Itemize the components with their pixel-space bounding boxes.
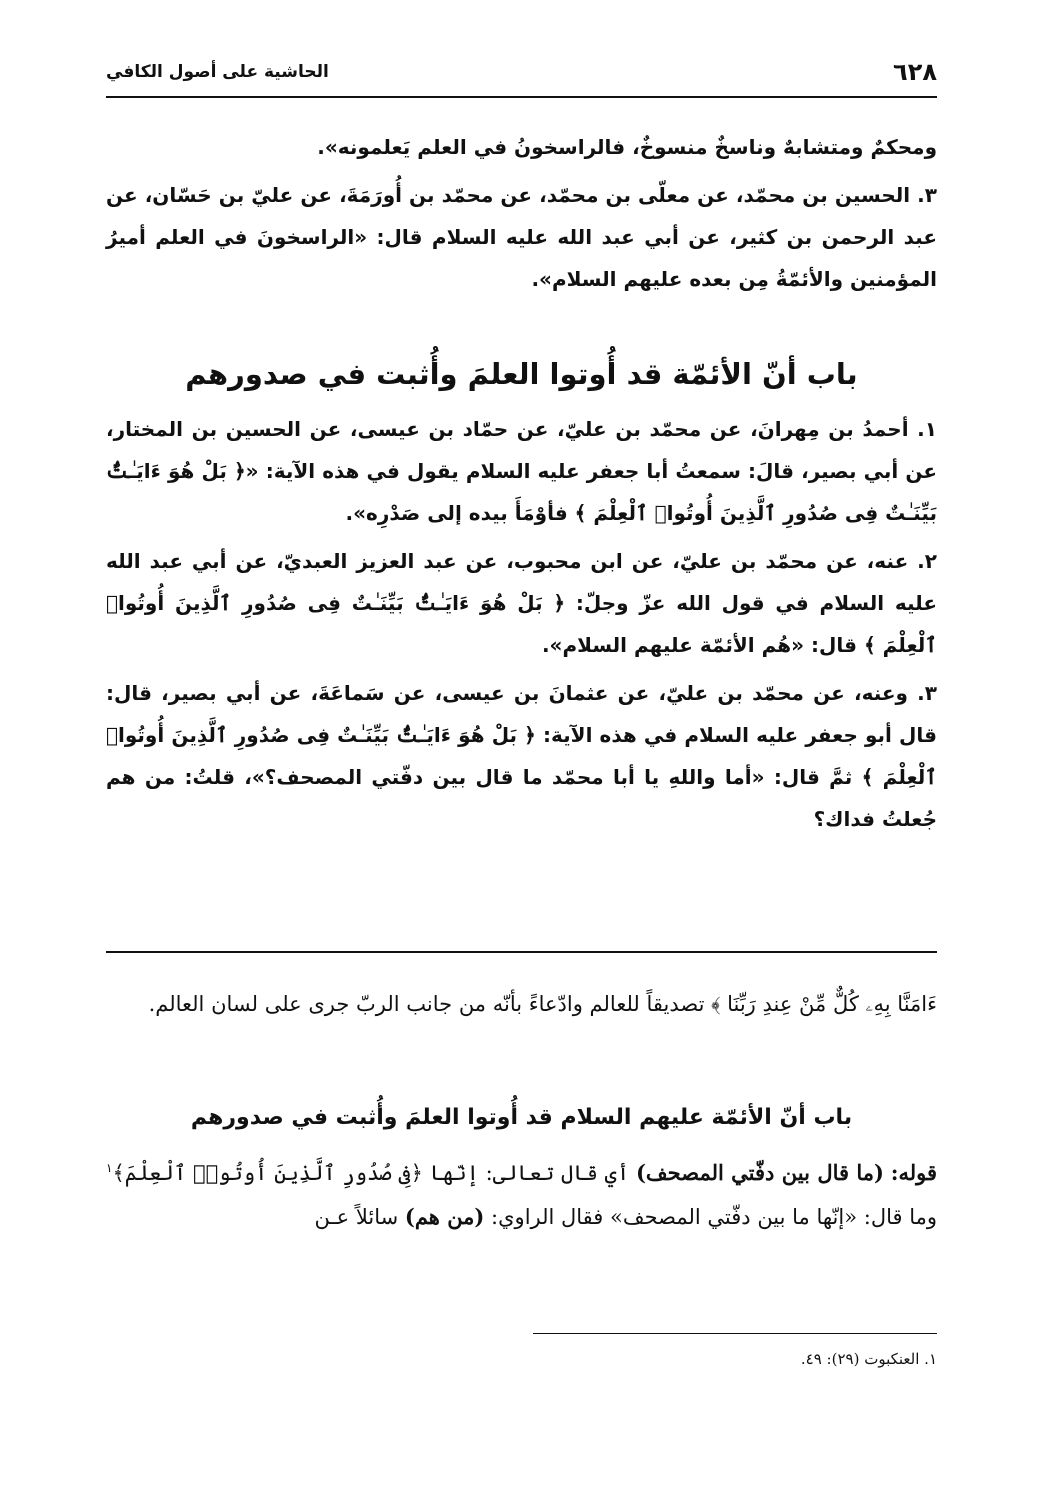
chapter-title: باب أنّ الأئمّة قد أُوتوا العلمَ وأُثبت في صدورهم <box>185 357 858 391</box>
quoted-phrase: (من هم) <box>404 1204 485 1229</box>
commentary-text: وما قال: «إنّها ما بين دفّتي المصحف» فقال الراوي: <box>484 1205 937 1229</box>
footnotes-rule <box>533 1333 937 1334</box>
page-number: ٦٢٨ <box>893 58 937 86</box>
commentary <box>106 982 937 1239</box>
footnote: ١. العنكبوت (٢٩): ٤٩. <box>800 1350 937 1368</box>
section-divider <box>106 951 937 953</box>
footnote-marker: ١ <box>106 1161 113 1175</box>
hadith: ٣. وعنه، عن محمّد بن عليّ، عن عثمانَ بن عيسى، عن سَماعَةَ، عن أبي بصير، قال: قال أبو جعفر عليه السلام في هذه الآية: ﴿ بَلْ هُوَ ءَايَـٰتٌۢ بَيِّنَـٰتٌ فِى صُدُورِ ٱلَّذِينَ أُوتُوا۟ ٱلْعِلْمَ ﴾ ثمَّ قال: «أما واللهِ يا أبا محمّد ما قال بين دفّتي المصحف؟»، قلتُ: من هم جُعلتُ فداك؟ <box>106 681 937 831</box>
header-rule <box>106 96 937 98</box>
commentary-text: سائلاً عـن <box>314 1205 405 1229</box>
commentary-continuation: ءَامَنَّا بِهِۦ كُلٌّ مِّنْ عِندِ رَبِّنَا ﴾ تصديقاً للعالم وادّعاءً بأنّه من جانب الربّ جرى على لسان العالم. <box>148 992 937 1016</box>
main-text <box>106 126 937 846</box>
book-title: الحاشية على أصول الكافي <box>106 62 329 82</box>
paragraph: ومحكمٌ ومتشابهٌ وناسخٌ منسوخٌ، فالراسخونُ في العلم يَعلمونه». <box>317 135 937 159</box>
hadith: ١. أحمدُ بن مِهرانَ، عن محمّد بن عليّ، عن حمّاد بن عيسى، عن الحسين بن المختار، عن أبي بصير، قالَ: سمعتُ أبا جعفر عليه السلام يقول في هذه الآية: «﴿ بَلْ هُوَ ءَايَـٰتٌۢ بَيِّنَـٰتٌ فِى صُدُورِ ٱلَّذِينَ أُوتُوا۟ ٱلْعِلْمَ ﴾ فأوْمَأَ بيده إلى صَدْرِه». <box>106 417 937 525</box>
hadith: ٢. عنه، عن محمّد بن عليّ، عن ابن محبوب، عن عبد العزيز العبديّ، عن أبي عبد الله عليه السلام في قول الله عزّ وجلّ: ﴿ بَلْ هُوَ ءَايَـٰتٌۢ بَيِّنَـٰتٌ فِى صُدُورِ ٱلَّذِينَ أُوتُوا۟ ٱلْعِلْمَ ﴾ قال: «هُم الأئمّة عليهم السلام». <box>106 549 937 657</box>
quoted-phrase: (ما قال بين دفّتي المصحف) <box>636 1160 884 1185</box>
qawluhu-label: قوله: <box>890 1160 937 1185</box>
commentary-title: باب أنّ الأئمّة عليهم السلام قد أُوتوا العلمَ وأُثبت في صدورهم <box>190 1105 853 1130</box>
commentary-text: أي قال تعالى: إنّها ﴿فِى صُدُورِ ٱلَّذِينَ أُوتُوا۟ ٱلْعِلْمَ﴾ <box>112 1161 636 1185</box>
running-header <box>106 52 937 92</box>
hadith: ٣. الحسين بن محمّد، عن معلّى بن محمّد، عن محمّد بن أُورَمَةَ، عن عليّ بن حَسّان، عن عبد الرحمن بن كثير، عن أبي عبد الله عليه السلام قال: «الراسخونَ في العلم أميرُ المؤمنين والأئمّةُ مِن بعده عليهم السلام». <box>106 183 937 291</box>
commentary-paragraph <box>106 1146 937 1239</box>
